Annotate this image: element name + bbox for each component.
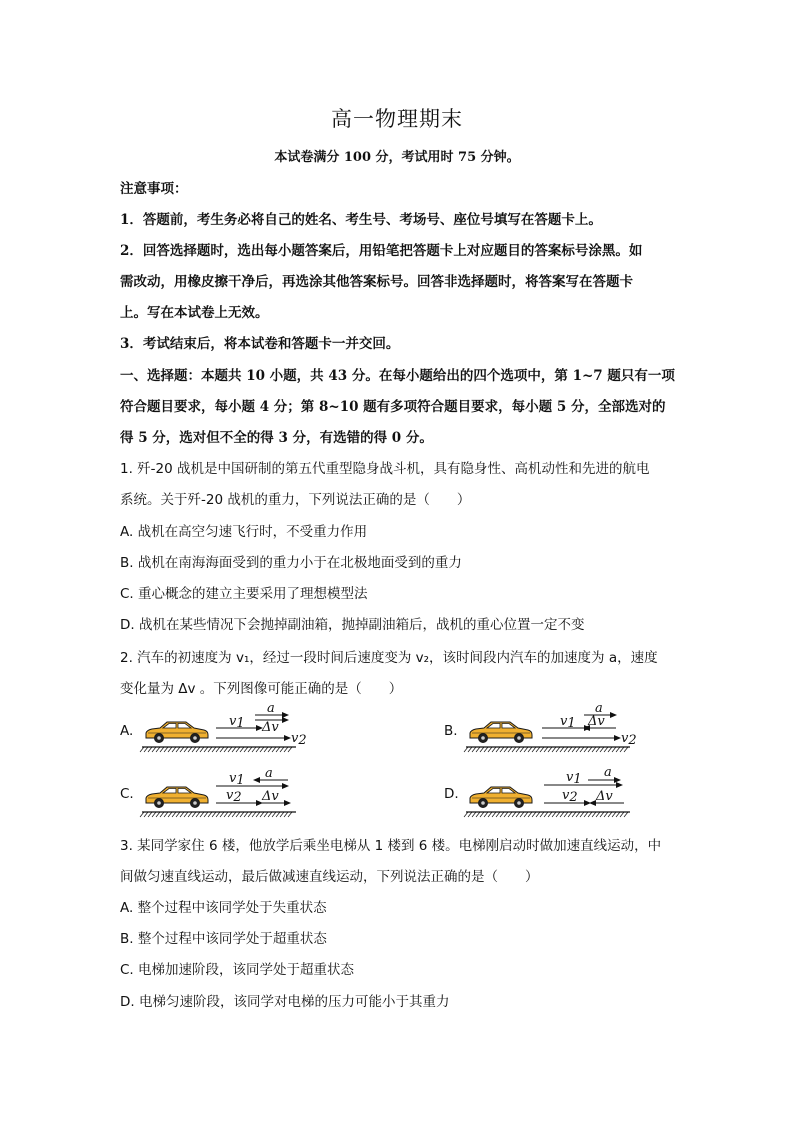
v2-label: v2 xyxy=(562,788,578,805)
question-1-option-c: C. 重心概念的建立主要采用了理想模型法 xyxy=(120,586,368,602)
question-1-stem-line-2: 系统。关于歼-20 战机的重力，下列说法正确的是（ ） xyxy=(120,492,471,508)
a-label: a xyxy=(265,766,273,781)
note-item-2-line-1: 2．回答选择题时，选出每小题答案后，用铅笔把答题卡上对应题目的答案标号涂黑。如 xyxy=(120,243,643,259)
ground-hatch xyxy=(140,812,296,817)
q2-diagram-a xyxy=(140,701,307,758)
v2-label: v2 xyxy=(621,731,637,748)
question-2-stem-line-1: 2. 汽车的初速度为 v₁，经过一段时间后速度变为 v₂，该时间段内汽车的加速度为 a，速度 xyxy=(120,650,658,666)
a-label: a xyxy=(267,701,275,716)
car-icon xyxy=(146,722,208,743)
question-3-option-a: A. 整个过程中该同学处于失重状态 xyxy=(120,900,327,916)
page-title: 高一物理期末 xyxy=(331,107,463,131)
v2-label: v2 xyxy=(291,731,307,748)
v1-label: v1 xyxy=(229,771,245,788)
question-1-option-b: B. 战机在南海海面受到的重力小于在北极地面受到的重力 xyxy=(120,555,462,571)
section-1-line-3: 得 5 分，选对但不全的得 3 分，有选错的得 0 分。 xyxy=(120,430,433,446)
v1-label: v1 xyxy=(229,714,245,731)
q2-diagram-b xyxy=(464,701,637,758)
q2-option-c-label: C. xyxy=(120,786,134,802)
dv-label: Δv xyxy=(596,789,613,804)
question-1-option-a: A. 战机在高空匀速飞行时，不受重力作用 xyxy=(120,524,368,540)
v1-label: v1 xyxy=(560,714,576,731)
note-item-2-line-2: 需改动，用橡皮擦干净后，再选涂其他答案标号。回答非选择题时，将答案写在答题卡 xyxy=(120,274,633,290)
note-item-3: 3．考试结束后，将本试卷和答题卡一并交回。 xyxy=(120,336,400,352)
note-item-1: 1．答题前，考生务必将自己的姓名、考生号、考场号、座位号填写在答题卡上。 xyxy=(120,212,602,228)
question-3-stem-line-2: 间做匀速直线运动，最后做减速直线运动，下列说法正确的是（ ） xyxy=(120,869,539,885)
exam-info: 本试卷满分 100 分，考试用时 75 分钟。 xyxy=(274,150,520,165)
question-2-stem-line-2: 变化量为 Δv 。下列图像可能正确的是（ ） xyxy=(120,681,403,697)
q2-option-d-label: D. xyxy=(444,786,459,802)
ground-hatch xyxy=(140,747,296,752)
q2-option-b-label: B. xyxy=(444,723,458,739)
car-icon xyxy=(470,722,532,743)
question-1-stem-line-1: 1. 歼-20 战机是中国研制的第五代重型隐身战斗机，具有隐身性、高机动性和先进的航电 xyxy=(120,461,650,477)
section-1-line-2: 符合题目要求，每小题 4 分；第 8~10 题有多项符合题目要求，每小题 5 分，全部选对的 xyxy=(120,399,666,415)
q2-option-a-label: A. xyxy=(120,723,134,739)
q2-diagram-d xyxy=(464,767,634,823)
dv-label: Δv xyxy=(262,720,279,735)
car-icon xyxy=(146,787,208,808)
ground-hatch xyxy=(464,747,630,752)
dv-label: Δv xyxy=(588,714,605,729)
dv-label: Δv xyxy=(262,789,279,804)
question-1-option-d: D. 战机在某些情况下会抛掉副油箱，抛掉副油箱后，战机的重心位置一定不变 xyxy=(120,617,585,633)
question-3-option-b: B. 整个过程中该同学处于超重状态 xyxy=(120,931,327,947)
notes-heading: 注意事项： xyxy=(120,181,188,197)
v2-label: v2 xyxy=(226,788,242,805)
question-3-option-c: C. 电梯加速阶段，该同学处于超重状态 xyxy=(120,962,355,978)
v1-label: v1 xyxy=(566,770,582,787)
car-icon xyxy=(470,787,532,808)
a-label: a xyxy=(604,765,612,780)
a-label: a xyxy=(595,701,603,716)
note-item-2-line-3: 上。写在本试卷上无效。 xyxy=(120,305,269,321)
section-1-line-1: 一、选择题：本题共 10 小题，共 43 分。在每小题给出的四个选项中，第 1~7 题只有一项 xyxy=(120,368,675,384)
q2-diagram-c xyxy=(140,767,300,823)
ground-hatch xyxy=(464,812,630,817)
question-3-stem-line-1: 3. 某同学家住 6 楼，他放学后乘坐电梯从 1 楼到 6 楼。电梯刚启动时做加速直线运动，中 xyxy=(120,838,662,854)
question-3-option-d: D. 电梯匀速阶段，该同学对电梯的压力可能小于其重力 xyxy=(120,994,450,1010)
